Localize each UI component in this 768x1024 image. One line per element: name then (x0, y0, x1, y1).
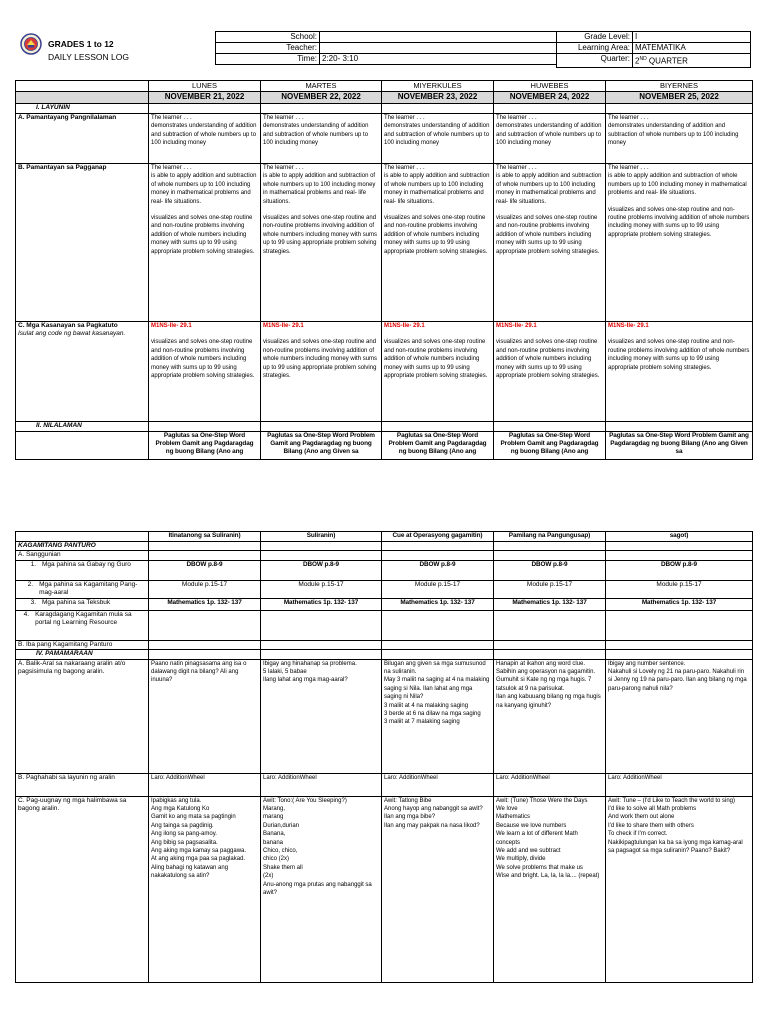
ref-teksbuk-biyernes: Mathematics 1p. 132- 137 (606, 598, 753, 610)
title-grades: GRADES 1 to 12 (48, 39, 114, 49)
date-lunes: NOVEMBER 21, 2022 (149, 92, 261, 104)
cell-b-miyerkules: The learner . . . is able to apply addition and subtraction of whole numbers up to 100 including money in mathematical problems and real- life situations. visualizes and solves one-step routine and non-routine problems involving addition of whole numbers including money with sums up to 99 using appropriate problem solving strategies. (382, 164, 494, 322)
school-field[interactable] (320, 32, 557, 43)
cell-c-miyerkules: M1NS-IIe- 29.1 visualizes and solves one-step routine and non-routine problems involving addition of whole numbers including money with sums up to 99 using appropriate problem solving strategies. (382, 322, 494, 422)
date-miyerkules: NOVEMBER 23, 2022 (382, 92, 494, 104)
label-pamantayan-sa-pagganap: B. Pamantayan sa Pagganap (16, 164, 149, 322)
ref-guro-miyerkules: DBOW p.8-9 (382, 560, 494, 580)
quarter-field[interactable]: 2ND QUARTER (633, 54, 751, 68)
label-karagdagang-kagamitan: 4. Karagdagang Kagamitan mula sa portal ng Learning Resource (16, 610, 149, 640)
day-huwebes: HUWEBES (494, 81, 606, 92)
cell-b-martes: The learner . . . is able to apply addition and subtraction of whole numbers up to 100 including money in mathematical problems and real- life situations. visualizes and solves one-step routine and non-routine problems involving addition of whole numbers including money with sums up to 99 using appropriate problem solving strategies. (261, 164, 382, 322)
cont-miyerkules: Cue at Operasyong gagamitin) (382, 532, 494, 542)
area-field[interactable]: MATEMATIKA (633, 43, 751, 54)
cell-b-huwebes: The learner . . . is able to apply addition and subtraction of whole numbers up to 100 including money in mathematical problems and real- life situations. visualizes and solves one-step routine and non-routine problems involving addition of whole numbers including money with sums up to 99 using appropriate problem solving strategies. (494, 164, 606, 322)
label-sanggunian: A. Sanggunian (16, 551, 149, 560)
cell-n-biyernes: Paglutas sa One-Step Word Problem Gamit ang Pagdaragdag ng buong Bilang (Ano ang Given sa (606, 432, 753, 460)
header-left-table (215, 31, 557, 65)
cell-c-biyernes: M1NS-IIe- 29.1 visualizes and solves one-step routine and non-routine problems involving addition of whole numbers including money with sums up to 99 using appropriate problem solving strategies. (606, 322, 753, 422)
cont-biyernes: sagot) (606, 532, 753, 542)
cell-paghahabi-biyernes: Laro: AdditionWheel (606, 773, 753, 796)
cell-n-martes: Paglutas sa One-Step Word Problem Gamit ang Pagdaragdag ng buong Bilang (Ano ang Given sa (261, 432, 382, 460)
day-martes: MARTES (261, 81, 382, 92)
ref-module-huwebes: Module p.15-17 (494, 580, 606, 598)
cell-a-huwebes: The learner . . . demonstrates understanding of addition and subtraction of whole numbers up to 100 including money (494, 114, 606, 164)
cell-a-lunes: The learner . . . demonstrates understanding of addition and subtraction of whole numbers up to 100 including money (149, 114, 261, 164)
teacher-label: Teacher: (216, 43, 320, 54)
cell-uugnay-biyernes: Awit: Tune – (I'd Like to Teach the world to sing) I'd like to solve all Math problems And work them out alone I'd like to share them with others To check if I'm correct. Nakikipagtulungan ka ba sa iyong mga kamag-aral sa pagsagot sa mga suliranin? Paano? Bakit? (606, 796, 753, 982)
day-miyerkules: MIYERKULES (382, 81, 494, 92)
cell-c-huwebes: M1NS-IIe- 29.1 visualizes and solves one-step routine and non-routine problems involving addition of whole numbers including money with sums up to 99 using appropriate problem solving strategies. (494, 322, 606, 422)
ref-module-martes: Module p.15-17 (261, 580, 382, 598)
cell-n-miyerkules: Paglutas sa One-Step Word Problem Gamit ang Pagdaragdag ng buong Bilang (Ano ang (382, 432, 494, 460)
day-lunes: LUNES (149, 81, 261, 92)
cell-a-martes: The learner . . . demonstrates understanding of addition and subtraction of whole numbers up to 100 including money (261, 114, 382, 164)
cell-a-biyernes: The learner . . . demonstrates understanding of addition and subtraction of whole numbers up to 100 including money (606, 114, 753, 164)
time-label: Time: (216, 54, 320, 65)
time-field[interactable]: 2:20- 3:10 (320, 54, 557, 65)
ref-module-biyernes: Module p.15-17 (606, 580, 753, 598)
cell-uugnay-martes: Awit: Tono:( Are You Sleeping?) Marang, marang Durian,durian Banana, banana Chico, chico, chico (2x) Shake them all (2x) Anu-anong mga prutas ang nabanggit sa awit? (261, 796, 382, 982)
cell-a-miyerkules: The learner . . . demonstrates understanding of addition and subtraction of whole numbers up to 100 including money (382, 114, 494, 164)
teacher-field[interactable] (320, 43, 557, 54)
section-nilalaman: II. NILALAMAN (16, 422, 149, 432)
quarter-label: Quarter: (557, 54, 633, 68)
day-biyernes: BIYERNES (606, 81, 753, 92)
cell-paghahabi-huwebes: Laro: AdditionWheel (494, 773, 606, 796)
cell-uugnay-huwebes: Awit: (Tune) Those Were the Days We love Mathematics Because we love numbers We learn a lot of different Math concepts We add and we subtract We multiply, divide We solve problems that make us Wise and bright. La, la, la la.... (repeat) (494, 796, 606, 982)
ref-guro-huwebes: DBOW p.8-9 (494, 560, 606, 580)
cell-c-martes: M1NS-IIe- 29.1 visualizes and solves one-step routine and non-routine problems involving addition of whole numbers including money with sums up to 99 using appropriate problem solving strategies. (261, 322, 382, 422)
ref-guro-martes: DBOW p.8-9 (261, 560, 382, 580)
ref-teksbuk-miyerkules: Mathematics 1p. 132- 137 (382, 598, 494, 610)
cell-paghahabi-miyerkules: Laro: AdditionWheel (382, 773, 494, 796)
cont-huwebes: Pamilang na Pangungusap) (494, 532, 606, 542)
ref-teksbuk-martes: Mathematics 1p. 132- 137 (261, 598, 382, 610)
label-kagamitang-mag-aaral: 2. Mga pahina sa Kagamitang Pang-mag-aaral (16, 580, 149, 598)
grade-field[interactable]: I (633, 32, 751, 43)
cell-uugnay-miyerkules: Awit: Tatlong Bibe Anong hayop ang nabanggit sa awit? Ilan ang mga bibe? Ilan ang may pakpak na nasa likod? (382, 796, 494, 982)
cell-b-biyernes: The learner . . . is able to apply addition and subtraction of whole numbers up to 100 including money in mathematical problems and real- life situations. visualizes and solves one-step routine and non-routine problems involving addition of whole numbers including money with sums up to 99 using appropriate problem solving strategies. (606, 164, 753, 322)
cont-lunes: Itinatanong sa Suliranin) (149, 532, 261, 542)
label-paghahabi: B. Paghahabi sa layunin ng aralin (16, 773, 149, 796)
label-teksbuk: 3. Mga pahina sa Teksbuk (16, 598, 149, 610)
label-pamantayang-pangnilalaman: A. Pamantayang Pangnilalaman (16, 114, 149, 164)
cell-paghahabi-martes: Laro: AdditionWheel (261, 773, 382, 796)
section-layunin: I. LAYUNIN (16, 104, 149, 114)
label-kasanayan: C. Mga Kasanayan sa Pagkatuto Isulat ang code ng bawat kasanayan. (16, 322, 149, 422)
cell-balik-biyernes: Ibigay ang number sentence. Nakahuli si Lovely ng 21 na paru-paro. Nakahuli rin si Jenny ng 19 na paru-paro. Ilan ang bilang ng mga paru-parong nahuli nila? (606, 659, 753, 773)
label-iba-pang-kagamitan: B. Iba pang Kagamitang Panturo (16, 640, 149, 649)
date-huwebes: NOVEMBER 24, 2022 (494, 92, 606, 104)
cell-balik-martes: Ibigay ang hinahanap sa problema. 5 lalaki, 5 babae Ilang lahat ang mga mag-aaral? (261, 659, 382, 773)
cell-c-lunes: M1NS-IIe- 29.1 visualizes and solves one-step routine and non-routine problems involving addition of whole numbers including money with sums up to 99 using appropriate problem solving strategies. (149, 322, 261, 422)
cell-uugnay-lunes: Ipabigkas ang tula. Ang mga Katulong Ko Gamit ko ang mata sa pagtingin Ang tainga sa pagdinig. Ang ilong sa pang-amoy. Ang bibig sa pagsasalita. Ang aking mga kamay sa paggawa. At ang aking mga paa sa paglakad. Aling bahagi ng katawan ang nakakatulong sa atin? (149, 796, 261, 982)
deped-logo (20, 33, 42, 55)
ref-teksbuk-huwebes: Mathematics 1p. 132- 137 (494, 598, 606, 610)
section-pamamaraan: IV. PAMAMARAAN (16, 650, 149, 659)
label-gabay-guro: 1. Mga pahina sa Gabay ng Guro (16, 560, 149, 580)
grade-label: Grade Level: (557, 32, 633, 43)
label-balik-aral: A. Balik-Aral sa nakaraang aralin at/o pagsisimula ng bagong aralin. (16, 659, 149, 773)
cell-balik-lunes: Paano natin pinagsasama ang isa o dalawang digit na bilang? Ali ang inuuna? (149, 659, 261, 773)
ref-teksbuk-lunes: Mathematics 1p. 132- 137 (149, 598, 261, 610)
lesson-table-page1 (15, 80, 753, 460)
area-label: Learning Area: (557, 43, 633, 54)
cell-n-lunes: Paglutas sa One-Step Word Problem Gamit ang Pagdaragdag ng buong Bilang (Ano ang (149, 432, 261, 460)
cell-b-lunes: The learner . . . is able to apply addition and subtraction of whole numbers up to 100 including money in mathematical problems and real- life situations. visualizes and solves one-step routine and non-routine problems involving addition of whole numbers including money with sums up to 99 using appropriate problem solving strategies. (149, 164, 261, 322)
ref-guro-lunes: DBOW p.8-9 (149, 560, 261, 580)
header-right-table (556, 31, 751, 68)
ref-guro-biyernes: DBOW p.8-9 (606, 560, 753, 580)
lesson-table-page2 (15, 531, 753, 983)
title-daily-lesson-log: DAILY LESSON LOG (48, 52, 129, 62)
cont-martes: Suliranin) (261, 532, 382, 542)
cell-balik-huwebes: Hanapin at ikahon ang word clue. Sabihin ang operasyon na gagamitin. Gumuhit si Kate ng ng mga hugis. 7 tatsulok at 9 na parisukat. Ilan ang kabuuang bilang ng mga hugis na kanyang iginuhit? (494, 659, 606, 773)
date-martes: NOVEMBER 22, 2022 (261, 92, 382, 104)
ref-module-lunes: Module p.15-17 (149, 580, 261, 598)
section-kagamitan: KAGAMITANG PANTURO (16, 542, 149, 551)
cell-balik-miyerkules: Bilugan ang given sa mga sumusunod na suliranin. May 3 maliit na saging at 4 na malaking saging si Nila. Ilan lahat ang mga saging ni Nila? 3 maliit at 4 na malaking saging 3 berde at 6 na dilaw na mga saging 3 maliit at 7 malaking saging (382, 659, 494, 773)
school-label: School: (216, 32, 320, 43)
cell-paghahabi-lunes: Laro: AdditionWheel (149, 773, 261, 796)
cell-n-huwebes: Paglutas sa One-Step Word Problem Gamit ang Pagdaragdag ng buong Bilang (Ano ang (494, 432, 606, 460)
label-pag-uugnay: C. Pag-uugnay ng mga halimbawa sa bagong aralin. (16, 796, 149, 982)
date-biyernes: NOVEMBER 25, 2022 (606, 92, 753, 104)
ref-module-miyerkules: Module p.15-17 (382, 580, 494, 598)
